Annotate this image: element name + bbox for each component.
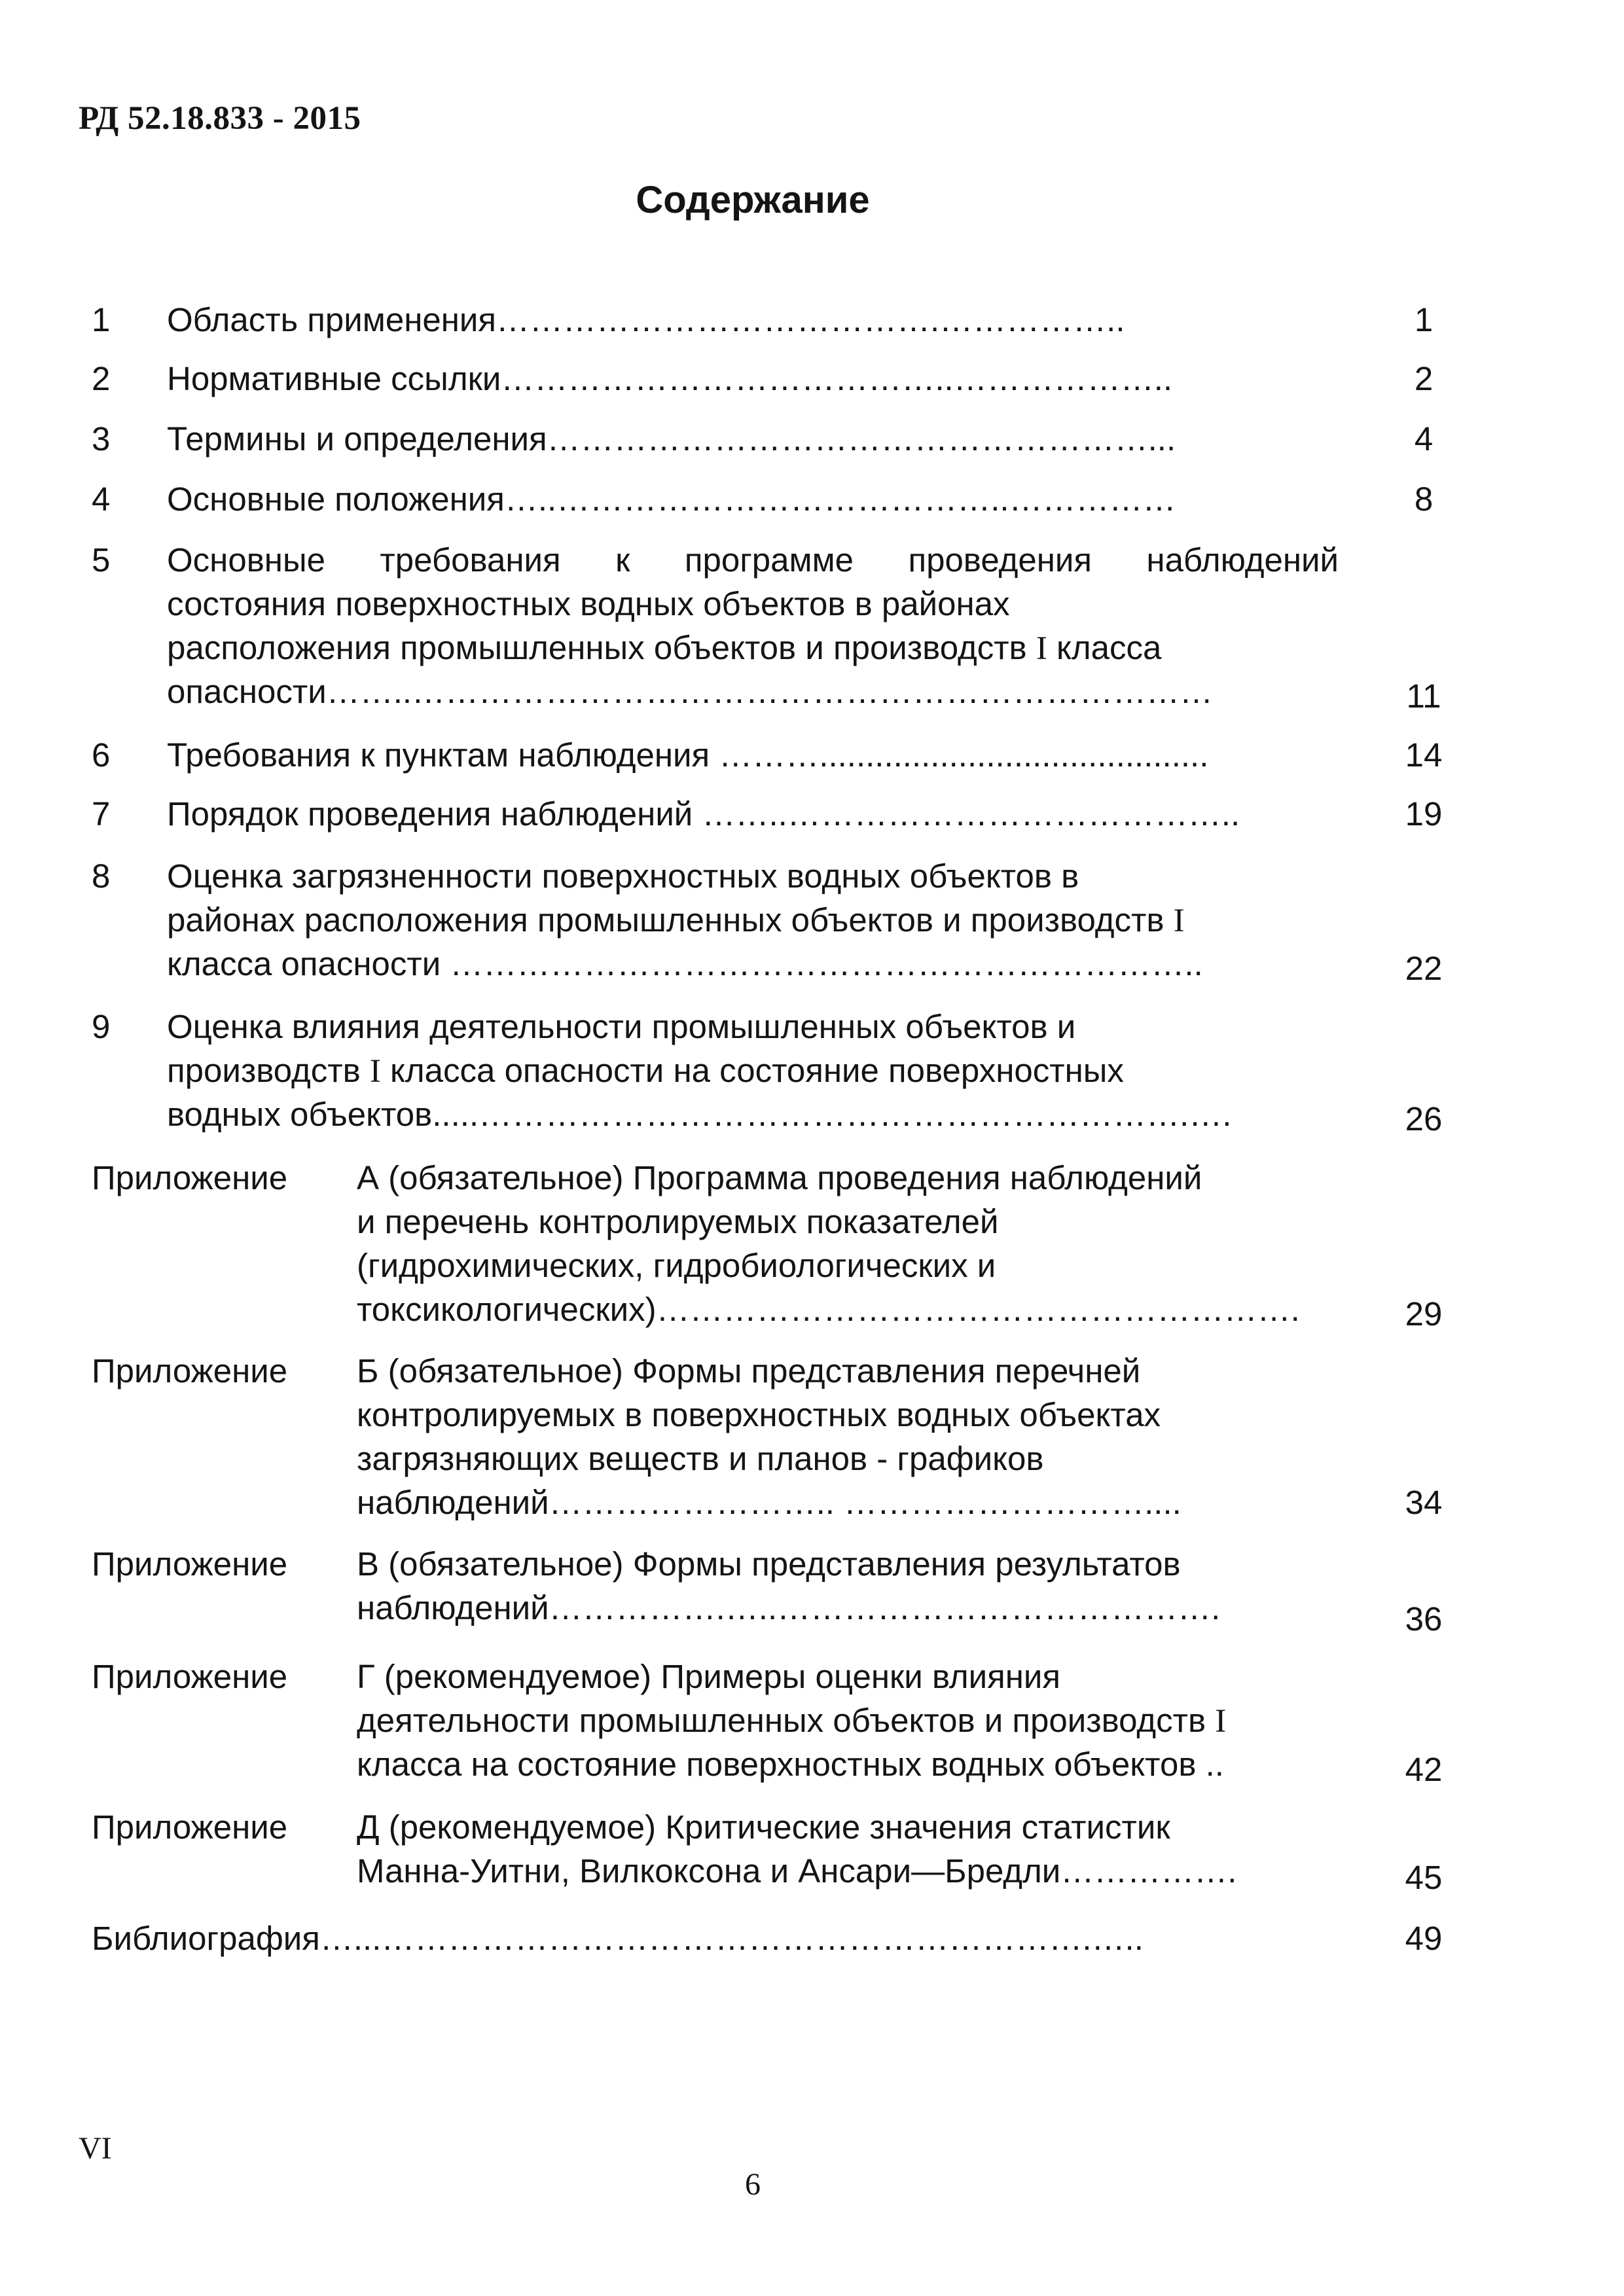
toc-entry-number: 1 [92, 301, 111, 338]
toc-appendix-label: Приложение [92, 1658, 288, 1695]
document-code: РД 52.18.833 - 2015 [79, 100, 361, 137]
toc-entry-page: 2 [1414, 360, 1434, 397]
toc-entry-title: Библиография…...……………………………………………………….….. [92, 1920, 1144, 1957]
toc-entry-page: 49 [1405, 1920, 1443, 1957]
toc-entry-page: 1 [1414, 301, 1434, 338]
toc-entry-title: Термины и определения………………………………………………... [167, 420, 1176, 457]
toc-entry-title-line: Д (рекомендуемое) Критические значения статистик [357, 1808, 1170, 1846]
toc-entry-title-line: В (обязательное) Формы представления результатов [357, 1545, 1181, 1583]
toc-entry-number: 8 [92, 857, 111, 895]
toc-entry-title-line: состояния поверхностных водных объектов в районах [167, 585, 1010, 622]
toc-entry-title-line: расположения промышленных объектов и производств I класса [167, 629, 1162, 667]
toc-entry-title-line: водных объектов.....……………………………………………………….…. [167, 1096, 1232, 1133]
toc-entry-number: 4 [92, 480, 111, 518]
toc-entry-title: Нормативные ссылки…………………………………..……………….. [167, 360, 1173, 397]
toc-appendix-label: Приложение [92, 1545, 288, 1583]
toc-entry-title-line: наблюдений…………………….. ……………………….... [357, 1484, 1182, 1521]
toc-entry-page: 36 [1405, 1600, 1443, 1638]
toc-entry-page: 22 [1405, 950, 1443, 987]
toc-entry-title-line: деятельности промышленных объектов и производств I [357, 1702, 1227, 1740]
toc-entry-title-line: Оценка влияния деятельности промышленных объектов и [167, 1008, 1076, 1045]
toc-entry-page: 29 [1405, 1295, 1443, 1333]
toc-entry-page: 14 [1405, 736, 1443, 774]
toc-appendix-label: Приложение [92, 1352, 288, 1390]
toc-appendix-label: Приложение [92, 1159, 288, 1196]
toc-entry-page: 42 [1405, 1751, 1443, 1788]
toc-entry-title-line: Основные требования к программе проведения наблюдений [167, 541, 1339, 579]
toc-entry-title-line: А (обязательное) Программа проведения наблюдений [357, 1159, 1202, 1196]
toc-entry-page: 34 [1405, 1484, 1443, 1521]
toc-entry-title: Основные положения…..…………………………………..…………… [167, 480, 1176, 518]
toc-entry-title-line: и перечень контролируемых показателей [357, 1203, 999, 1240]
toc-entry-title: Область применения………………………………….…………….. [167, 301, 1125, 338]
toc-entry-number: 6 [92, 736, 111, 774]
toc-entry-title-line: опасности……..……………………………………………………………… [167, 673, 1214, 710]
roman-page-number: VI [79, 2131, 112, 2166]
toc-entry-title: Требования к пунктам наблюдения ……….......................................... [167, 736, 1209, 774]
toc-entry-title-line: Б (обязательное) Формы представления перечней [357, 1352, 1141, 1390]
toc-entry-title-line: Манна-Уитни, Вилкоксона и Ансари—Бредли……………. [357, 1852, 1237, 1890]
toc-entry-page: 45 [1405, 1859, 1443, 1896]
toc-entry-title-line: загрязняющих веществ и планов - графиков [357, 1440, 1044, 1477]
toc-entry-title-line: Г (рекомендуемое) Примеры оценки влияния [357, 1658, 1061, 1695]
toc-entry-title-line: класса опасности ………………………………………………………….. [167, 945, 1203, 982]
toc-entry-title-line: Оценка загрязненности поверхностных водных объектов в [167, 857, 1079, 895]
toc-entry-title-line: (гидрохимических, гидробиологических и [357, 1247, 996, 1284]
toc-entry-title: Порядок проведения наблюдений ……..………………………………….. [167, 795, 1240, 833]
toc-entry-number: 3 [92, 420, 111, 457]
toc-entry-title-line: наблюдений…………….…..…………………………………. [357, 1589, 1221, 1626]
toc-entry-number: 2 [92, 360, 111, 397]
toc-entry-title-line: класса на состояние поверхностных водных объектов .. [357, 1746, 1224, 1783]
toc-entry-number: 5 [92, 541, 111, 579]
toc-entry-page: 19 [1405, 795, 1443, 833]
toc-entry-page: 8 [1414, 480, 1434, 518]
toc-entry-number: 7 [92, 795, 111, 833]
toc-entry-number: 9 [92, 1008, 111, 1045]
page-number: 6 [745, 2167, 761, 2202]
toc-entry-page: 26 [1405, 1100, 1443, 1138]
toc-entry-page: 11 [1406, 677, 1441, 715]
page-title: Содержание [636, 179, 870, 221]
toc-appendix-label: Приложение [92, 1808, 288, 1846]
toc-entry-title-line: контролируемых в поверхностных водных объектах [357, 1396, 1161, 1433]
toc-entry-title-line: токсикологических)…………………………………………………. [357, 1291, 1300, 1328]
toc-entry-title-line: производств I класса опасности на состояние поверхностных [167, 1052, 1124, 1090]
toc-entry-page: 4 [1414, 420, 1434, 457]
toc-entry-title-line: районах расположения промышленных объектов и производств I [167, 901, 1185, 939]
